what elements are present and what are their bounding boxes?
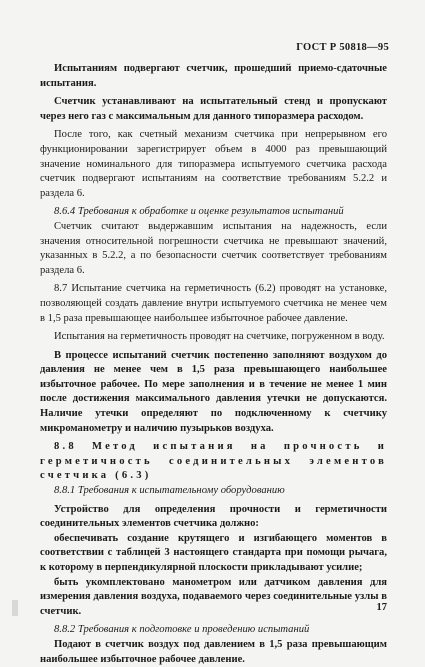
paragraph-12: обеспечивать создание крутящего и изгибающего моментов в соответствии с таблицей 3 настоящего стандарта при помощи рычага, к которому в перпендикулярной плоскости прикладывают усилие; [40,532,387,573]
page-number: 17 [376,602,387,613]
paragraph-11: Устройство для определения прочности и герметичности соединительных элементов счетчика должно: [40,503,387,530]
paragraph-7: Испытания на герметичность проводят на счетчике, погруженном в воду. [54,331,385,343]
section-heading-8-8-1: 8.8.1 Требования к испытательному оборудованию [54,485,285,497]
paragraph-2: Счетчик устанавливают на испытательный стенд и пропускают через него газ с максимальным для данного типоразмера расходом. [40,96,387,122]
document-header: ГОСТ Р 50818—95 [296,42,389,53]
paragraph-8: В процессе испытаний счетчик постепенно заполняют воздухом до давления не менее чем в 1,5 раза превышающего наибольшее избыточное рабочее. По мере заполнения и в течение не менее 1 мин после достижения максимального давления утечки не допускаются. Наличие утечки определяют по подключенному к счетчику микроманометру и наличию пузырьков воздуха. [40,349,387,434]
section-heading-8-8-2: 8.8.2 Требования к подготовке и проведению испытаний [54,624,310,636]
document-body [40,62,387,667]
paragraph-15: Подают в счетчик воздух под давлением в 1,5 раза превышающим наибольшее избыточное рабочее давление. [40,638,387,665]
scan-margin-mark [12,600,18,616]
paragraph-5: Счетчик считают выдержавшим испытания на надежность, если значения относительной погрешности счетчика не превышают значений, указанных в 5.2.2, а по безопасности счетчик соответствует требованиям раздела 6. [40,220,387,276]
section-heading-8-8: 8.8 Метод испытания на прочность и герметичность соединительных элементов счетчика (6.3) [40,441,387,482]
paragraph-8-7: 8.7 Испытание счетчика на герметичность (6.2) проводят на установке, позволяющей создать давление внутри испытуемого счетчика не менее чем в 1,5 раза превышающее наибольшее избыточное рабочее давление. [40,283,387,324]
section-heading-8-6-4: 8.6.4 Требования к обработке и оценке результатов испытаний [54,206,344,218]
paragraph-13: быть укомплектовано манометром или датчиком давления для измерения давления воздуха, подаваемого через соединительные узлы в счетчик. [40,576,387,617]
paragraph-3: После того, как счетный механизм счетчика при непрерывном его функционировании зарегистрирует объем в 4000 раз превышающий значение номинального для типоразмера испытуемого счетчика расхода счетчик подвергают испытаниям на соответствие требованиям 5.2.2 и раздела 6. [40,129,387,199]
paragraph-1: Испытаниям подвергают счетчик, прошедший приемо-сдаточные испытания. [40,63,387,89]
